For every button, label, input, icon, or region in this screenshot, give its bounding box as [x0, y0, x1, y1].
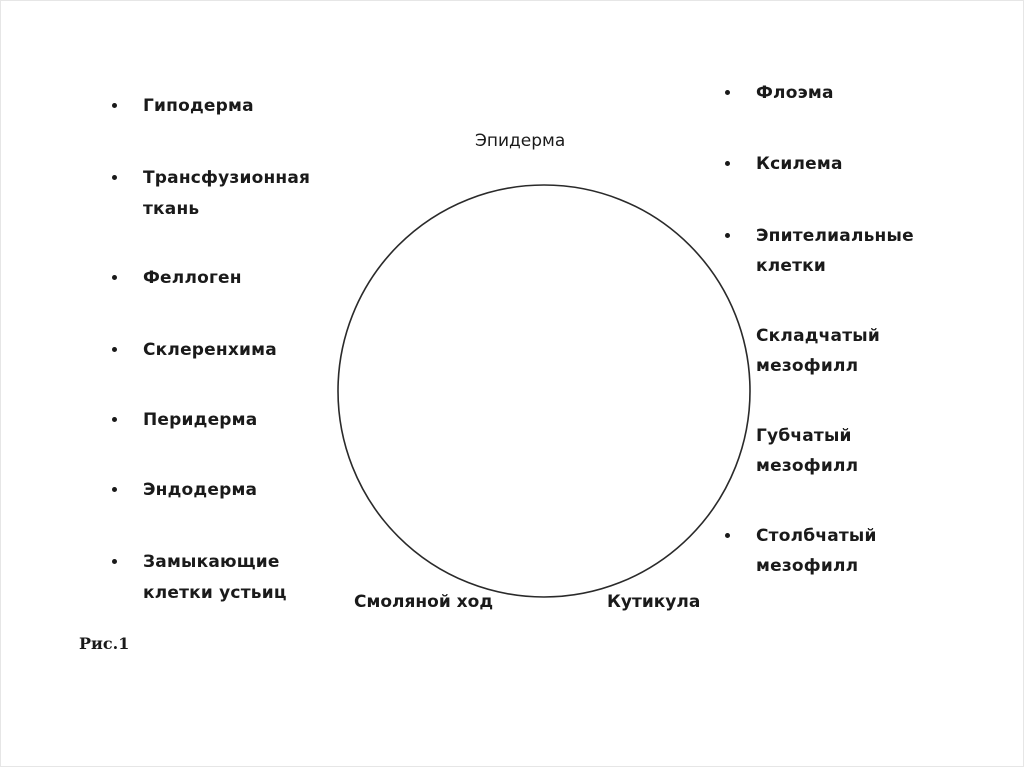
left-list-item-transfusion-tissue: [110, 163, 330, 223]
bullet-icon: [725, 233, 730, 238]
term-label: Эндодерма: [143, 480, 258, 500]
bullet-icon: [725, 90, 730, 95]
term-label: Феллоген: [143, 268, 242, 288]
bullet-icon: [112, 559, 117, 564]
left-list-item-endoderm: [110, 475, 310, 505]
bullet-icon: [112, 487, 117, 492]
term-label: Гиподерма: [143, 96, 254, 116]
right-list-item-plicate-mesophyll: [723, 321, 943, 381]
bullet-icon: [112, 417, 117, 422]
term-label-line-1: Столбчатый: [756, 526, 877, 546]
left-list-item-sclerenchyma: [110, 335, 310, 365]
term-label-line-1: Губчатый: [756, 426, 852, 446]
right-list-item-xylem: [723, 149, 923, 179]
figure-caption: Рис.1: [79, 634, 130, 653]
term-label-line-1: Трансфузионная: [143, 168, 311, 188]
term-label-line-2: ткань: [143, 199, 200, 219]
bullet-icon: [112, 175, 117, 180]
term-label-line-2: клетки: [756, 256, 827, 276]
right-list-item-phloem: [723, 78, 923, 108]
right-list-item-epithelial-cells: [723, 221, 943, 281]
circle-label-resin-duct: Смоляной ход: [354, 592, 494, 612]
term-label: Перидерма: [143, 410, 258, 430]
term-label-line-2: мезофилл: [756, 456, 859, 476]
term-label-line-1: Складчатый: [756, 326, 880, 346]
bullet-icon: [112, 347, 117, 352]
left-list-item-phellogen: [110, 263, 310, 293]
central-circle: [338, 185, 750, 597]
term-label-line-2: мезофилл: [756, 556, 859, 576]
left-list-item-guard-cells: [110, 547, 330, 607]
term-label-line-2: мезофилл: [756, 356, 859, 376]
right-list-item-spongy-mesophyll: [723, 421, 943, 481]
circle-label-cuticle: Кутикула: [607, 592, 701, 612]
bullet-icon: [725, 161, 730, 166]
bullet-icon: [725, 533, 730, 538]
term-label: Склеренхима: [143, 340, 277, 360]
term-label: Флоэма: [756, 83, 834, 103]
term-label-line-2: клетки устьиц: [143, 583, 287, 603]
term-label: Ксилема: [756, 154, 843, 174]
right-list-item-palisade-mesophyll: [723, 521, 943, 581]
left-list-item-periderm: [110, 405, 310, 435]
left-list-item-hypoderm: [110, 91, 310, 121]
term-label-line-1: Замыкающие: [143, 552, 280, 572]
circle-label-epidermis: Эпидерма: [475, 131, 566, 151]
term-label-line-1: Эпителиальные: [756, 226, 914, 246]
bullet-icon: [112, 275, 117, 280]
bullet-icon: [112, 103, 117, 108]
